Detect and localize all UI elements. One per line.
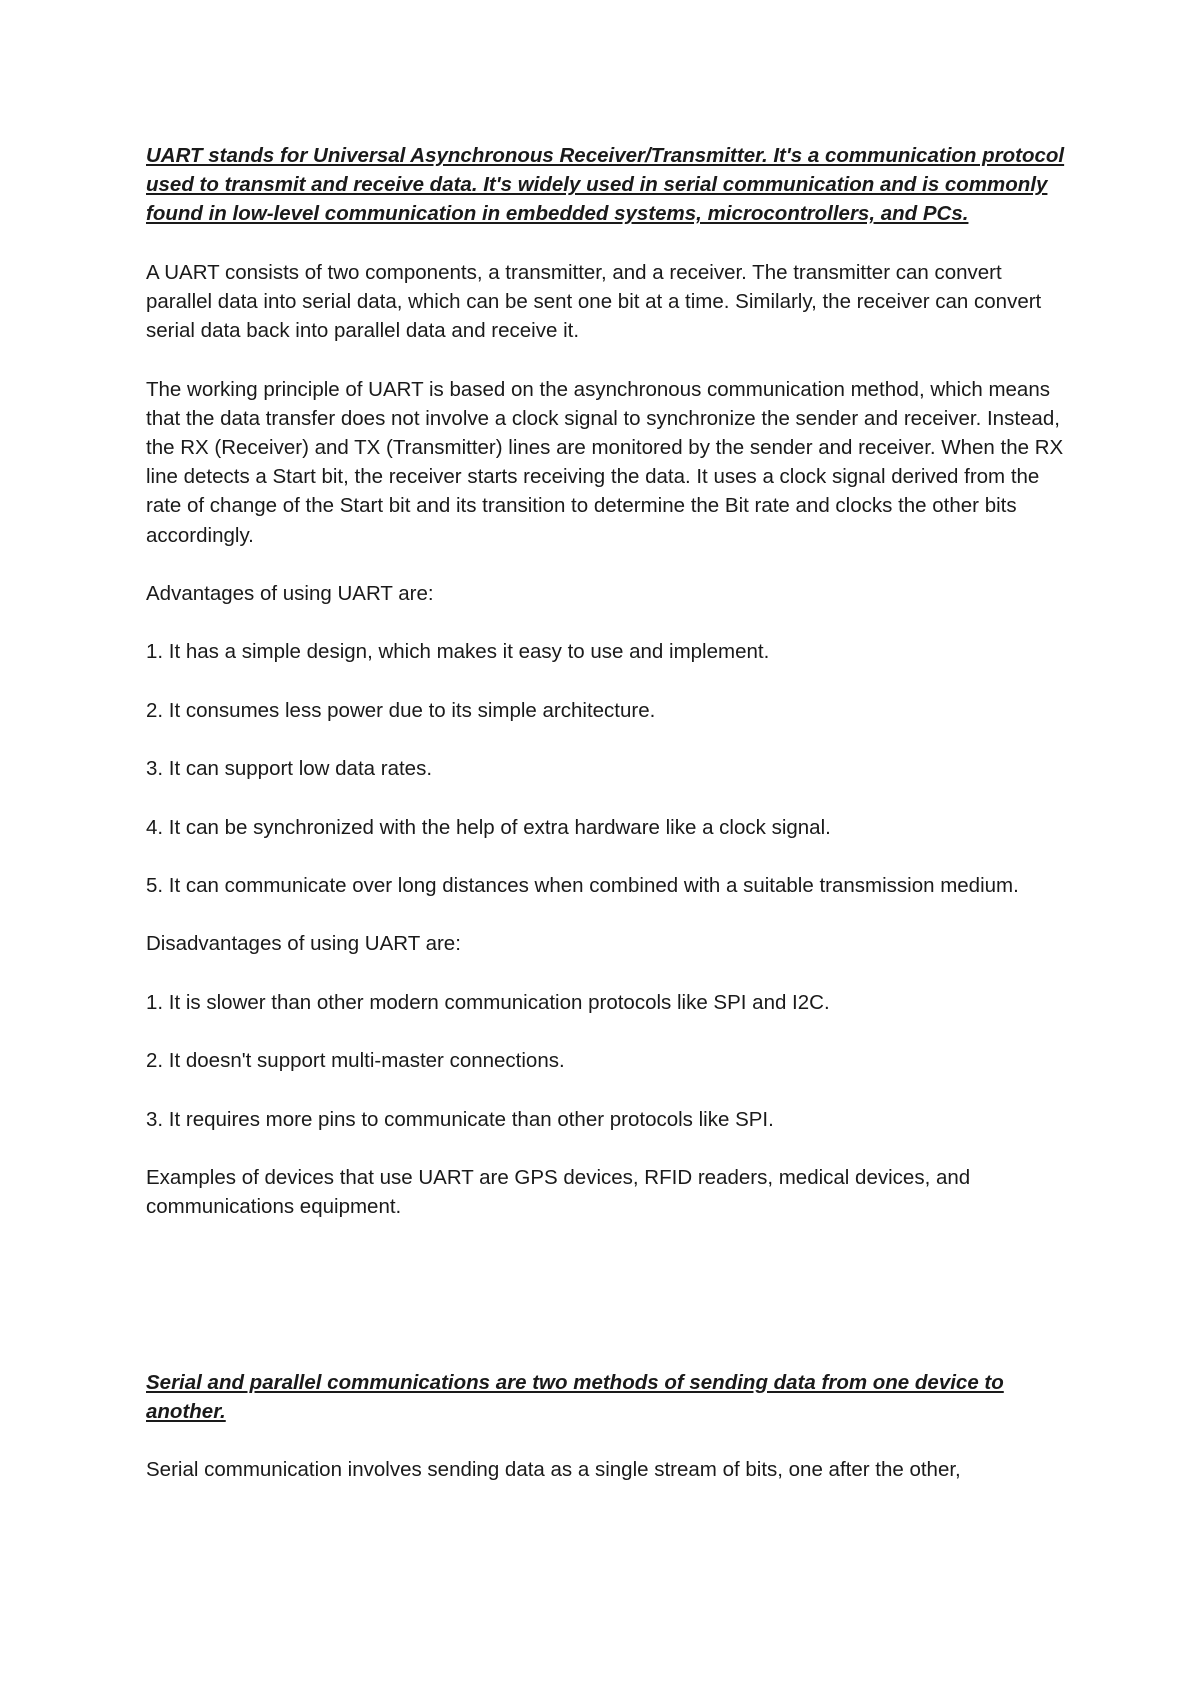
- document-page: [146, 141, 1066, 1513]
- advantage-item: 1. It has a simple design, which makes it easy to use and implement.: [146, 640, 770, 664]
- advantage-item: 3. It can support low data rates.: [146, 757, 433, 781]
- serial-paragraph: Serial communication involves sending data as a single stream of bits, one after the other,: [146, 1458, 961, 1482]
- advantage-item: 2. It consumes less power due to its simple architecture.: [146, 698, 656, 722]
- intro-heading: UART stands for Universal Asynchronous Receiver/Transmitter. It's a communication protocol used to transmit and receive data. It's widely used in serial communication and is commonly found in low-level communication in embedded systems, microcontrollers, and PCs.: [146, 144, 1065, 226]
- working-principle-paragraph: The working principle of UART is based on the asynchronous communication method, which means that the data transfer does not involve a clock signal to synchronize the sender and receiver. Instead, the RX (Receiver) and TX (Transmitter) lines are monitored by the sender and receiver. When the RX line detects a Start bit, the receiver starts receiving the data. It uses a clock signal derived from the rate of change of the Start bit and its transition to determine the Bit rate and clocks the other bits accordingly.: [146, 377, 1064, 547]
- components-paragraph: A UART consists of two components, a transmitter, and a receiver. The transmitter can convert parallel data into serial data, which can be sent one bit at a time. Similarly, the receiver can convert serial data back into parallel data and receive it.: [146, 260, 1042, 343]
- serial-parallel-heading: Serial and parallel communications are two methods of sending data from one device to another.: [146, 1370, 1004, 1423]
- disadvantage-item: 2. It doesn't support multi-master connections.: [146, 1049, 565, 1073]
- advantage-item: 5. It can communicate over long distances when combined with a suitable transmission medium.: [146, 873, 1019, 897]
- disadvantage-item: 1. It is slower than other modern communication protocols like SPI and I2C.: [146, 990, 830, 1014]
- advantage-item: 4. It can be synchronized with the help of extra hardware like a clock signal.: [146, 815, 831, 839]
- disadvantage-item: 3. It requires more pins to communicate than other protocols like SPI.: [146, 1107, 774, 1131]
- disadvantages-intro: Disadvantages of using UART are:: [146, 932, 461, 956]
- advantages-intro: Advantages of using UART are:: [146, 582, 434, 605]
- section-spacer: [146, 1251, 1066, 1368]
- examples-paragraph: Examples of devices that use UART are GPS devices, RFID readers, medical devices, and communications equipment.: [146, 1165, 971, 1219]
